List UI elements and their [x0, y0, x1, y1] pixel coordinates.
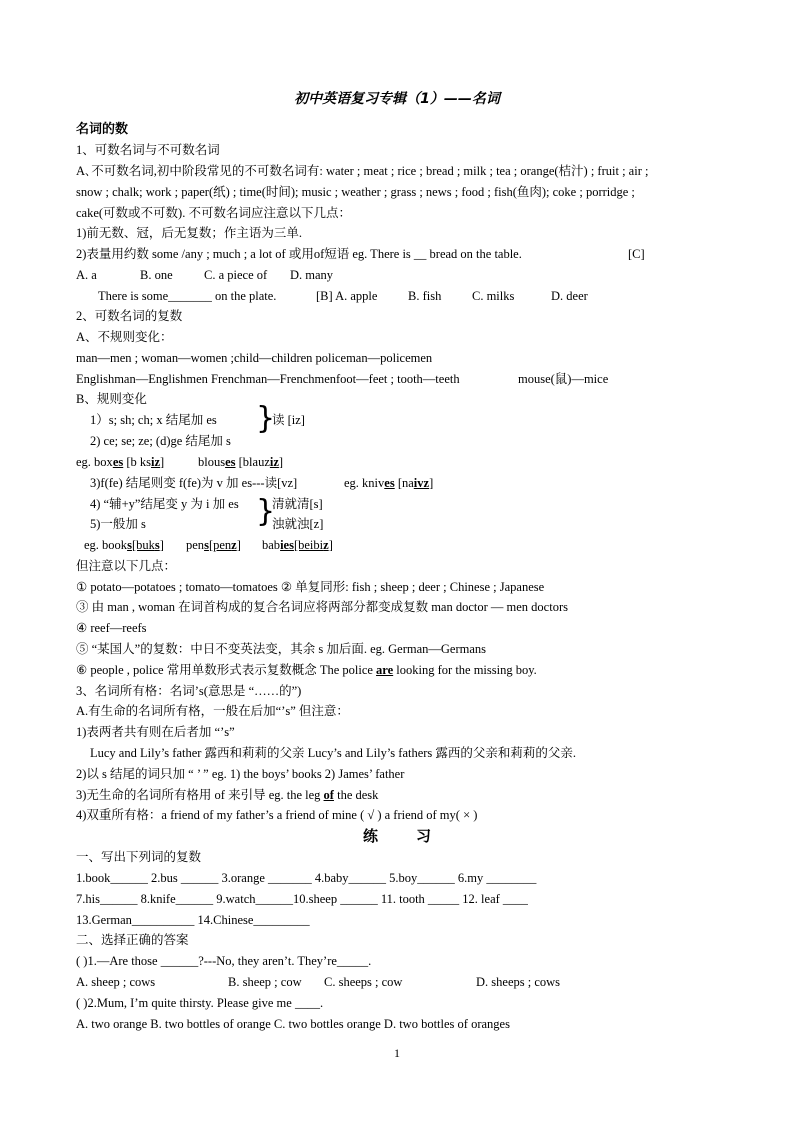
text-line: 1、可数名词与不可数名词: [76, 143, 220, 157]
page-title: 初中英语复习专辑（1）——名词: [294, 91, 500, 107]
option-c: C. milks: [472, 289, 515, 303]
text-line: 3、名词所有格：名词’s(意思是 “……的”): [76, 684, 302, 698]
text-line: ① potato—potatoes ; tomato—tomatoes ② 单复同形: fish ; sheep ; deer ; Chinese ; Japanese: [76, 580, 545, 594]
example-line: blouses [blauziz]: [198, 455, 284, 469]
text-line: ④ reef—reefs: [76, 621, 147, 635]
answer-key: [C]: [628, 247, 645, 261]
text-line: man—men ; woman—women ;child—children policeman—policemen: [76, 351, 433, 365]
exercise-heading: 练 习: [362, 827, 432, 845]
brace-icon: }: [256, 401, 276, 436]
example-line: eg. books[buks]: [84, 538, 164, 552]
text-line: 1)前无数、冠，后无复数；作主语为三单.: [76, 226, 303, 240]
brace-icon: }: [256, 494, 276, 529]
rule-note: 浊就浊[z]: [272, 517, 324, 531]
question-line: ( )2.Mum, I’m quite thirsty. Please give me ____.: [76, 996, 324, 1010]
example-line: babies[beibiz]: [262, 538, 333, 552]
text-line: mouse(鼠)—mice: [518, 372, 609, 386]
option-b: B. sheep ; cow: [228, 975, 302, 989]
rule-line: 5)一般加 s: [90, 517, 146, 531]
text-line: Englishman—Englishmen Frenchman—Frenchmenfoot—feet ; tooth—teeth: [76, 372, 460, 386]
section-heading-noun-number: 名词的数: [76, 121, 129, 136]
text-line: ③ 由 man , woman 在词首构成的复合名词应将两部分都变成复数 man doctor — men doctors: [76, 600, 568, 614]
text-line: B、规则变化: [76, 392, 147, 406]
option-b: B. one: [140, 268, 173, 282]
question-line: ( )1.—Are those ______?---No, they aren’t. They’re_____.: [76, 954, 372, 968]
rule-line: 1）s; sh; ch; x 结尾加 es: [90, 413, 217, 427]
text-line: 2)以 s 结尾的词只加 “ ’ ” eg. 1) the boys’ books 2) James’ father: [76, 767, 405, 781]
option-d: D. many: [290, 268, 334, 282]
text-line: A.有生命的名词所有格，一般在后加“’s” 但注意：: [76, 704, 349, 718]
text-line: 但注意以下几点：: [76, 559, 177, 573]
option-d: D. sheeps ; cows: [476, 975, 561, 989]
option-b: B. fish: [408, 289, 442, 303]
text-line: ⑥ people , police 常用单数形式表示复数概念 The police are looking for the missing boy.: [76, 663, 537, 677]
text-line: 3)无生命的名词所有格用 of 来引导 eg. the leg of the desk: [76, 788, 379, 802]
rule-line: 3)f(fe) 结尾则变 f(fe)为 v 加 es---读[vz]: [90, 476, 298, 490]
text-line: A､不可数名词,初中阶段常见的不可数名词有: water ; meat ; rice ; bread ; milk ; tea ; orange(桔汁) ; fruit ; air ;: [76, 164, 649, 178]
text-line: A、不规则变化：: [76, 330, 173, 344]
exercise-line: 1.book______ 2.bus ______ 3.orange _______ 4.baby______ 5.boy______ 6.my ________: [76, 871, 537, 885]
text-line: cake(可数或不可数). 不可数名词应注意以下几点：: [76, 206, 351, 220]
options-line: A. two orange B. two bottles of orange C. two bottles orange D. two bottles of oranges: [76, 1017, 510, 1031]
exercise-line: 7.his______ 8.knife______ 9.watch______10.sheep ______ 11. tooth _____ 12. leaf ____: [76, 892, 528, 906]
rule-note: 读 [iz]: [272, 413, 305, 427]
exercise-section-title: 一、写出下列词的复数: [76, 850, 202, 864]
text-line: 2、可数名词的复数: [76, 309, 183, 323]
option-a: A. sheep ; cows: [76, 975, 156, 989]
option-d: D. deer: [551, 289, 588, 303]
example-line: eg. knives [naivz]: [344, 476, 434, 490]
rule-note: 清就清[s]: [272, 497, 323, 511]
rule-line: 4) “辅+y”结尾变 y 为 i 加 es: [90, 497, 239, 511]
example-line: pens[penz]: [186, 538, 241, 552]
rule-line: 2) ce; se; ze; (d)ge 结尾加 s: [90, 434, 231, 448]
option-a: A. a: [76, 268, 97, 282]
text-line: 2)表量用约数 some /any ; much ; a lot of 或用of短语 eg. There is __ bread on the table.: [76, 247, 522, 261]
text-line: ⑤ “某国人”的复数：中日不变英法变，其余 s 加后面. eg. German—Germans: [76, 642, 487, 656]
text-line: 1)表两者共有则在后者加 “’s”: [76, 725, 235, 739]
example-line: eg. boxes [b ksiz]: [76, 455, 165, 469]
exercise-line: 13.German__________ 14.Chinese_________: [76, 913, 310, 927]
option-c: C. sheeps ; cow: [324, 975, 403, 989]
page-number: 1: [394, 1046, 400, 1060]
text-line: snow ; chalk; work ; paper(纸) ; time(时间); music ; weather ; grass ; news ; food ; fish(鱼肉); coke ; porridge ;: [76, 185, 635, 199]
text-line: Lucy and Lily’s father 露西和莉莉的父亲 Lucy’s and Lily’s fathers 露西的父亲和莉莉的父亲.: [90, 746, 577, 760]
option-a: [B] A. apple: [316, 289, 378, 303]
text-line: 4)双重所有格：a friend of my father’s a friend of mine ( √ ) a friend of my( × ): [76, 808, 478, 822]
text-line: There is some_______ on the plate.: [98, 289, 277, 303]
option-c: C. a piece of: [204, 268, 268, 282]
exercise-section-title: 二、选择正确的答案: [76, 933, 189, 947]
